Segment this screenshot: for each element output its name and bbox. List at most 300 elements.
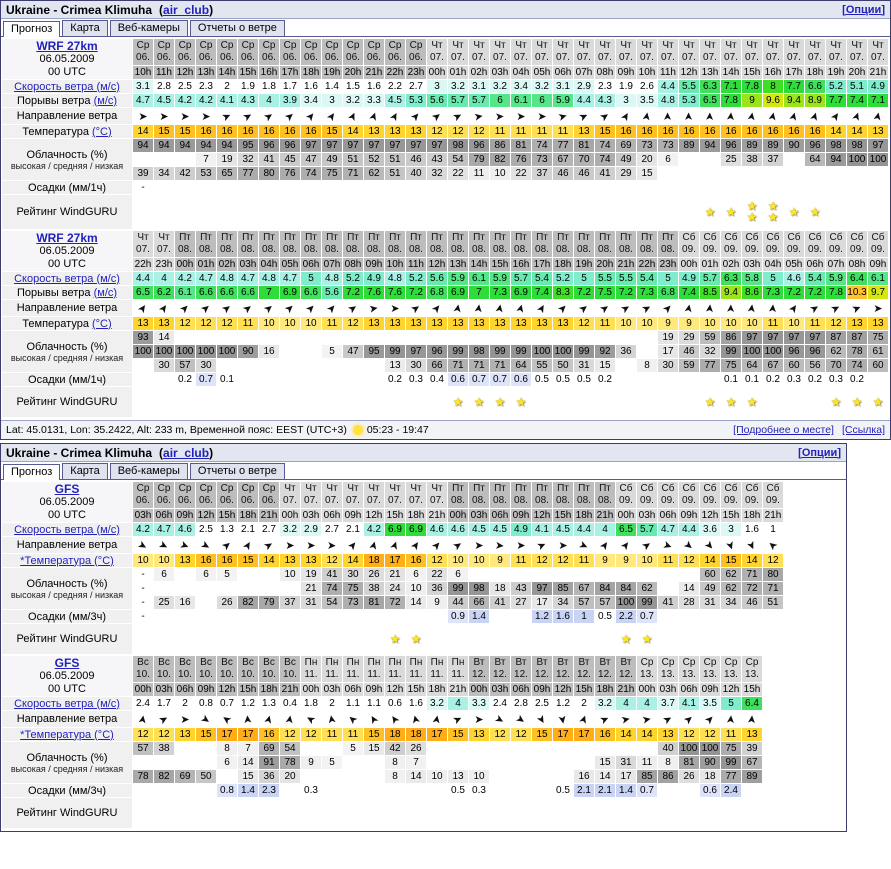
wind-direction-cell [280,711,300,727]
rating-cell [448,195,468,229]
tab-webcams[interactable]: Веб-камеры [110,463,188,479]
cloud-mid-cell: 47 [343,345,363,358]
wind-speed-cell: 4 [616,697,636,710]
wind-gust-cell: 7.4 [679,286,699,299]
wind-speed-cell: 2.3 [196,80,216,93]
row-label-link[interactable]: (°C) [92,317,112,330]
club-paren-close: ) [209,445,214,460]
precipitation-cell [595,181,615,194]
wind-direction-cell [154,537,174,553]
rating-label: Рейтинг WindGURU [2,624,132,654]
day-header-cell: Ср 06. [385,39,405,65]
wind-direction-cell [742,108,762,124]
cloud-high-cell: 97 [385,139,405,152]
wind-gust-cell: 6.1 [511,94,531,107]
cloud-mid-cell [175,756,195,769]
wind-direction-cell [133,108,153,124]
wind-direction-cell [427,108,447,124]
cloud-low-cell: 15 [595,359,615,372]
spot-details-link[interactable]: [Подробнее о месте] [733,424,834,436]
precipitation-cell: 2.1 [595,784,615,797]
row-label-link[interactable]: Скорость ветра (м/с) [14,697,120,710]
temperature-cell: 11 [721,728,741,741]
temperature-cell: 15 [154,125,174,138]
cloud-high-cell: 60 [700,568,720,581]
day-header-cell: Пн 11. [301,656,321,682]
hour-cell: 09h [176,510,194,521]
tab-forecast[interactable]: Прогноз [3,21,60,37]
wind-gust-cell: 3 [322,94,342,107]
precipitation-cell [553,181,573,194]
wind-direction-cell [658,108,678,124]
wind-speed-cell: 4.9 [679,272,699,285]
star-icon: ★ [704,394,716,409]
cloud-mid-cell: 8 [658,756,678,769]
precipitation-label: Осадки (мм/3ч) [2,610,132,623]
cloud-low-cell [679,167,699,180]
cloud-mid-cell: 100 [134,346,152,357]
cloud-high-cell [637,331,657,344]
cloud-mid-cell: 100 [764,346,782,357]
cloud-mid-cell [154,582,174,595]
direction-arrow-icon: ➤ [576,300,592,316]
club-paren: ( [159,2,164,17]
direction-arrow-icon: ➤ [681,711,697,727]
tab-map[interactable]: Карта [62,20,107,36]
direction-arrow-icon: ➤ [534,301,550,316]
tab-map[interactable]: Карта [62,463,107,479]
direction-arrow-icon: ➤ [513,711,528,727]
rating-cell [511,798,531,828]
wind-speed-cell: 4.7 [196,272,216,285]
wind-direction-cell [343,108,363,124]
row-label-link[interactable]: Скорость ветра (м/с) [14,523,120,536]
temperature-cell: 13 [406,125,426,138]
cloud-high-cell: 94 [175,139,195,152]
rating-cell [406,387,426,417]
hour-cell: 22h [638,259,656,270]
wind-direction-cell [238,537,258,553]
rating-cell [868,195,888,229]
cloud-mid-cell: 75 [343,582,363,595]
rating-cell [679,624,699,654]
star-icon: ★ [725,204,737,219]
day-header-cell: Пн 11. [427,656,447,682]
wind-speed-cell: 2 [574,697,594,710]
tab-forecast[interactable]: Прогноз [3,464,60,480]
day-header-cell: Пт 08. [616,231,636,257]
cloud-low-cell: 26 [217,596,237,609]
precipitation-cell [217,610,237,623]
wind-gust-cell: 6.9 [448,286,468,299]
cloud-mid-cell: 37 [763,153,783,166]
rating-cell [133,195,153,229]
precipitation-cell: 0.8 [217,784,237,797]
precipitation-cell [679,784,699,797]
precipitation-cell: 0.7 [196,373,216,386]
direction-arrow-icon: ➤ [429,537,445,553]
row-label-link[interactable]: *Температура (°C) [20,554,114,567]
cloud-low-cell [364,359,384,372]
day-header-cell: Пт 08. [469,231,489,257]
cloud-low-cell: 77 [238,167,258,180]
rating-cell [217,387,237,417]
temperature-cell: 18 [406,728,426,741]
hour-cell: 15h [575,684,593,695]
day-header-cell: Пт 08. [238,231,258,257]
cloud-high-cell: 94 [154,139,174,152]
temperature-cell: 15 [175,125,195,138]
wind-speed-cell: 5.5 [616,272,636,285]
precipitation-cell [742,610,762,623]
precipitation-cell: 0.5 [595,610,615,623]
model-link[interactable]: WRF 27km [36,231,98,245]
star-icon: ★ [452,394,464,409]
model-init-date: 06.05.2009 [39,670,95,682]
wind-direction-cell [532,300,552,316]
wind-gust-cell: 3 [616,94,636,107]
cloud-high-cell: 89 [742,139,762,152]
day-header-cell: Вс 10. [259,656,279,682]
wind-gust-cell: 7 [259,286,279,299]
wind-gust-cell: 6 [532,94,552,107]
cloud-low-cell: 15 [637,167,657,180]
rating-cell [574,195,594,229]
direction-arrow-icon: ➤ [285,539,295,552]
club-link[interactable]: air_club [163,2,210,17]
wind-speed-cell: 6.4 [847,272,867,285]
tab-wind-reports[interactable]: Отчеты о ветре [190,463,285,479]
hour-cell: 18h [554,259,572,270]
hour-cell: 05h [281,259,299,270]
rating-cell [364,624,384,654]
wind-speed-cell: 4.7 [658,523,678,536]
hour-cell: 06h [155,510,173,521]
rating-cell [364,798,384,828]
direction-arrow-icon: ➤ [474,539,484,552]
spot-url-link[interactable]: [Ссылка] [841,424,885,436]
cloud-mid-cell: 81 [679,756,699,769]
day-header-cell: Пт 08. [469,482,489,508]
cloud-mid-cell: 5 [322,345,342,358]
precipitation-cell [259,610,279,623]
cloud-mid-cell: 79 [469,153,489,166]
cloud-mid-cell: 51 [343,153,363,166]
cloud-mid-cell: 51 [385,153,405,166]
cloud-high-cell: 97 [868,139,888,152]
wind-gust-cell: 5.7 [469,94,489,107]
rating-cell [217,624,237,654]
cloud-low-cell: 73 [343,596,363,609]
precipitation-cell [574,181,594,194]
wind-speed-cell: 5.5 [595,272,615,285]
wind-direction-cell [595,300,615,316]
hour-cell: 06h [806,259,824,270]
cloud-mid-cell [700,153,720,166]
precipitation-cell: - [133,181,153,194]
wind-direction-cell [637,108,657,124]
cloud-low-cell: 46 [574,167,594,180]
hour-cell: 06h [680,684,698,695]
cloud-low-cell [301,770,321,783]
cloud-mid-cell: 78 [280,756,300,769]
hour-cell: 18h [596,684,614,695]
cloud-high-cell: 94 [700,139,720,152]
cloud-low-cell: 10 [490,167,510,180]
temperature-cell: 13 [364,125,384,138]
cloud-high-cell: 21 [385,568,405,581]
options-link[interactable]: [Опции] [798,446,841,459]
row-label-link[interactable]: (м/с) [93,94,118,107]
hour-cell: 06h [659,510,677,521]
cloud-high-cell: 74 [532,139,552,152]
club-link[interactable]: air_club [163,445,210,460]
row-label-link[interactable]: (°C) [92,125,112,138]
hour-cell: 03h [743,259,761,270]
model-link[interactable]: WRF 27km [36,39,98,53]
precipitation-cell: 0.5 [553,373,573,386]
wind-gust-cell: 6.5 [700,94,720,107]
cloud-high-cell: 29 [679,331,699,344]
wind-gust-cell: 7.2 [805,286,825,299]
wind-direction-cell [868,300,888,316]
cloud-low-cell [217,359,237,372]
row-label-link[interactable]: Скорость ветра (м/с) [14,272,120,285]
rating-cell [658,798,678,828]
hour-cell: 05h [533,67,551,78]
rating-cell [322,798,342,828]
day-header-cell: Чт 07. [763,39,783,65]
wind-direction-cell [868,108,888,124]
rating-cell [742,195,762,229]
day-header-cell: Чт 07. [805,39,825,65]
wind-speed-cell: 5.4 [637,272,657,285]
hour-cell: 08h [344,259,362,270]
cloud-mid-cell: 16 [259,345,279,358]
temperature-cell: 15 [238,554,258,567]
wind-speed-cell: 4.4 [658,80,678,93]
temperature-cell: 12 [322,554,342,567]
wind-speed-cell: 4.7 [280,272,300,285]
direction-arrow-icon: ➤ [516,110,526,123]
direction-arrow-icon: ➤ [304,711,319,727]
rating-cell [469,624,489,654]
cloud-cover-label: Облачность (%) высокая / средняя / низкая [2,568,132,609]
row-label-link[interactable]: Скорость ветра (м/с) [14,80,120,93]
temperature-cell: 13 [868,125,888,138]
day-header-cell: Пт 08. [322,231,342,257]
row-label-link[interactable]: *Температура (°C) [20,728,114,741]
rating-cell [364,387,384,417]
cloud-low-cell: 77 [700,359,720,372]
rating-cell [259,195,279,229]
temperature-cell: 12 [469,125,489,138]
cloud-low-cell [343,770,363,783]
temperature-cell: 10 [280,317,300,330]
wind-direction-cell [238,300,258,316]
cloud-low-cell: 20 [280,770,300,783]
rating-cell [217,195,237,229]
hour-cell: 21h [596,510,614,521]
direction-arrow-icon: ➤ [180,713,190,726]
wind-speed-label [2,272,132,285]
rating-cell [175,195,195,229]
hour-cell: 02h [722,259,740,270]
cloud-low-cell: 25 [154,596,174,609]
wind-speed-cell: 5.7 [511,272,531,285]
cloud-mid-cell: 38 [364,582,384,595]
cloud-high-cell: 86 [721,331,741,344]
wind-speed-cell: 4.5 [490,523,510,536]
day-header-cell: Ср 06. [238,39,258,65]
cloud-mid-cell: 49 [616,153,636,166]
rating-cell [595,624,615,654]
temperature-cell: 14 [826,125,846,138]
wind-gust-cell: 7.3 [490,286,510,299]
model-link[interactable]: GFS [54,482,80,496]
temperature-cell: 9 [679,317,699,330]
hour-cell: 21h [869,67,887,78]
wind-direction-cell [616,711,636,727]
direction-arrow-icon: ➤ [618,537,634,553]
rating-cell [553,624,573,654]
temperature-cell: 16 [658,125,678,138]
direction-arrow-icon: ➤ [178,538,192,553]
wind-gust-cell: 4.2 [196,94,216,107]
cloud-low-cell: 99 [637,596,657,609]
wind-direction-cell [679,537,699,553]
cloud-low-cell: 54 [322,596,342,609]
rating-cell [343,624,363,654]
options-link[interactable]: [Опции] [842,3,885,16]
day-header-cell: Чт 07. [364,482,384,508]
hour-cell: 16h [512,259,530,270]
direction-arrow-icon: ➤ [829,300,844,316]
direction-arrow-icon: ➤ [767,302,780,314]
cloud-high-cell: 69 [616,139,636,152]
cloud-high-cell: 98 [826,139,846,152]
day-header-cell: Вс 10. [238,656,258,682]
direction-arrow-icon: ➤ [387,711,403,726]
hour-cell: 00h [281,510,299,521]
cloud-high-cell [322,331,342,344]
day-header-cell: Пт 08. [280,231,300,257]
club-paren-close: ) [209,2,214,17]
cloud-low-cell: 22 [448,167,468,180]
wind-gust-cell: 4.3 [238,94,258,107]
cloud-mid-cell [154,153,174,166]
wind-speed-cell: 5 [658,272,678,285]
rating-cell [196,195,216,229]
rating-cell [532,624,552,654]
direction-arrow-icon: ➤ [597,538,613,553]
temperature-cell: 11 [343,728,363,741]
wind-speed-cell: 6.3 [700,80,720,93]
model-link[interactable]: GFS [54,656,80,670]
temperature-cell: 12 [826,317,846,330]
wind-speed-cell: 4.1 [532,523,552,536]
tab-wind-reports[interactable]: Отчеты о ветре [190,20,285,36]
rating-cell [637,195,657,229]
star-icon: ★ [746,199,758,213]
cloud-mid-cell: 82 [490,153,510,166]
precipitation-cell: 1.4 [238,784,258,797]
cloud-low-cell: 17 [616,770,636,783]
cloud-low-cell [322,359,342,372]
day-header-cell: Ср 06. [154,39,174,65]
precipitation-cell [700,373,720,386]
cloud-low-cell: 50 [553,359,573,372]
wind-direction-cell [364,108,384,124]
wind-direction-cell [259,300,279,316]
direction-arrow-icon: ➤ [473,109,485,124]
wind-speed-cell: 2.9 [301,523,321,536]
day-header-cell: Ср 06. [406,39,426,65]
wind-direction-cell [637,300,657,316]
row-label-link[interactable]: (м/с) [93,286,118,299]
cloud-low-cell: 82 [238,596,258,609]
cloud-high-cell: 5 [343,742,363,755]
rating-cell [595,798,615,828]
temperature-cell: 10 [700,317,720,330]
rating-cell [133,387,153,417]
temperature-cell: 15 [532,728,552,741]
cloud-low-cell [322,770,342,783]
direction-arrow-icon: ➤ [220,109,234,124]
cloud-high-cell: 98 [847,139,867,152]
wind-gust-cell: 4.2 [175,94,195,107]
cloud-low-cell [532,770,552,783]
tab-webcams[interactable]: Веб-камеры [110,20,188,36]
hour-cell: 13h [449,259,467,270]
precipitation-cell [238,181,258,194]
wind-gust-cell: 4.4 [574,94,594,107]
day-header-cell: Пт 08. [490,231,510,257]
rating-cell [700,195,720,229]
direction-arrow-icon: ➤ [494,110,506,123]
temperature-cell: 12 [679,728,699,741]
precipitation-cell: 2.1 [574,784,594,797]
rating-cell [301,387,321,417]
precipitation-cell [280,373,300,386]
precipitation-cell: 0.2 [595,373,615,386]
direction-arrow-icon: ➤ [661,538,675,553]
rating-cell [301,624,321,654]
hour-cell: 12h [680,67,698,78]
precipitation-cell [406,610,426,623]
cloud-low-cell: 57 [595,596,615,609]
hour-cell: 09h [344,510,362,521]
hour-cell: 15h [407,684,425,695]
cloud-high-cell: 62 [721,568,741,581]
hour-cell: 06h [344,684,362,695]
day-header-cell: Пн 11. [343,656,363,682]
rating-label: Рейтинг WindGURU [2,195,132,229]
day-header-cell: Ср 06. [238,482,258,508]
temperature-cell: 16 [406,554,426,567]
wind-gust-cell: 5.6 [427,94,447,107]
wind-speed-cell: 4.2 [175,272,195,285]
precipitation-cell [385,610,405,623]
cloud-high-cell: 71 [742,568,762,581]
cloud-mid-cell [280,582,300,595]
cloud-high-cell: 7 [238,742,258,755]
cloud-low-cell: 8 [385,770,405,783]
rating-cell [700,387,720,417]
wind-direction-cell [616,300,636,316]
temperature-cell: 15 [448,728,468,741]
cloud-high-cell: 97 [301,139,321,152]
